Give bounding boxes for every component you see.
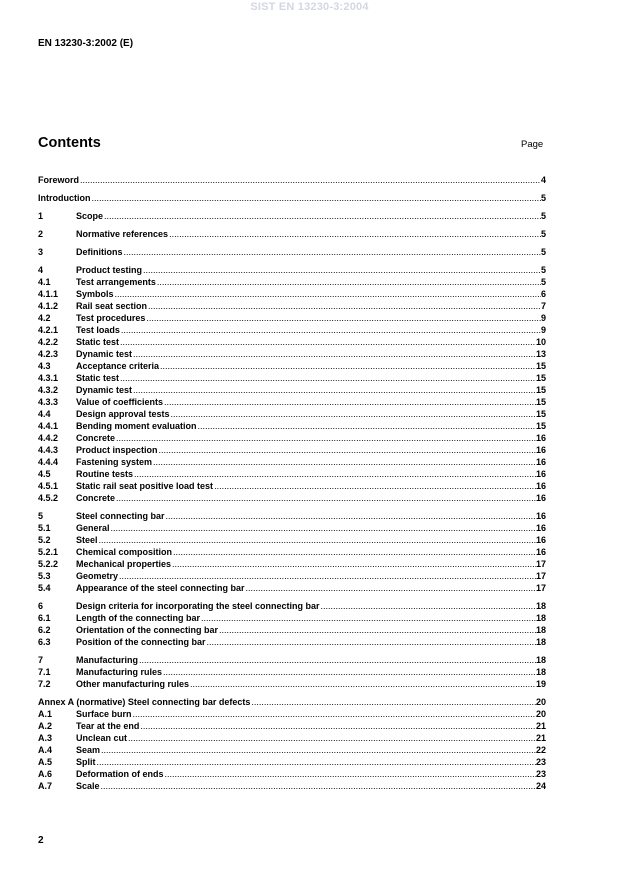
toc-entry-page: 17 <box>535 583 546 593</box>
toc-entry-number: 5.1 <box>38 523 51 533</box>
toc-entry-title: Concrete <box>76 493 116 503</box>
toc-dot-leader <box>119 570 536 582</box>
toc-entry-title: Geometry <box>76 571 119 581</box>
toc-entry-page: 16 <box>535 511 546 521</box>
toc-entry-title: Static rail seat positive load test <box>76 481 214 491</box>
toc-entry-title: Symbols <box>76 289 114 299</box>
toc-entry-number: 5.2.2 <box>38 559 59 569</box>
toc-dot-leader <box>219 624 536 636</box>
toc-entry[interactable] <box>38 780 546 792</box>
toc-entry-title: Orientation of the connecting bar <box>76 625 219 635</box>
toc-entry-page: 16 <box>535 547 546 557</box>
toc-entry-page: 6 <box>540 289 546 299</box>
toc-entry-page: 5 <box>540 247 546 257</box>
toc-entry-number: 5.4 <box>38 583 51 593</box>
toc-entry[interactable] <box>38 468 546 480</box>
toc-dot-leader <box>140 720 536 732</box>
toc-entry-title: Scope <box>76 211 104 221</box>
document-id: EN 13230-3:2002 (E) <box>38 38 134 49</box>
toc-entry-page: 16 <box>535 493 546 503</box>
toc-entry[interactable] <box>38 534 546 546</box>
toc-entry[interactable] <box>38 558 546 570</box>
toc-entry-title: Static test <box>76 373 120 383</box>
toc-entry-title: Fastening system <box>76 457 153 467</box>
toc-entry-title: Annex A (normative) Steel connecting bar defects <box>38 697 251 707</box>
toc-entry-number: 6.1 <box>38 613 51 623</box>
toc-entry-page: 19 <box>535 679 546 689</box>
page-column-label: Page <box>521 139 544 150</box>
toc-entry-page: 7 <box>540 301 546 311</box>
toc-entry-page: 16 <box>535 523 546 533</box>
toc-dot-leader <box>133 348 536 360</box>
toc-entry-page: 18 <box>535 637 546 647</box>
toc-entry-number: 6 <box>38 601 44 611</box>
toc-entry-number: 4.5.1 <box>38 481 59 491</box>
toc-dot-leader <box>116 432 536 444</box>
toc-entry-page: 16 <box>535 457 546 467</box>
toc-entry[interactable] <box>38 396 546 408</box>
toc-entry[interactable] <box>38 210 546 222</box>
toc-entry[interactable] <box>38 432 546 444</box>
toc-entry-title: Mechanical properties <box>76 559 172 569</box>
toc-entry[interactable] <box>38 708 546 720</box>
toc-dot-leader <box>251 696 536 708</box>
toc-entry-page: 18 <box>535 655 546 665</box>
toc-dot-leader <box>120 372 536 384</box>
toc-dot-leader <box>160 360 536 372</box>
toc-dot-leader <box>246 582 536 594</box>
toc-dot-leader <box>139 654 536 666</box>
toc-entry-number: 4 <box>38 265 44 275</box>
toc-dot-leader <box>159 444 536 456</box>
toc-dot-leader <box>101 744 536 756</box>
toc-dot-leader <box>120 336 536 348</box>
toc-entry[interactable] <box>38 360 546 372</box>
toc-entry-title: Normative references <box>76 229 169 239</box>
toc-entry-number: 6.3 <box>38 637 51 647</box>
toc-entry-page: 15 <box>535 385 546 395</box>
toc-dot-leader <box>104 210 541 222</box>
toc-entry-page: 16 <box>535 433 546 443</box>
toc-entry[interactable] <box>38 264 546 276</box>
toc-entry-number: 4.5.2 <box>38 493 59 503</box>
toc-entry-number: 1 <box>38 211 44 221</box>
toc-entry[interactable] <box>38 570 546 582</box>
toc-entry-title: Concrete <box>76 433 116 443</box>
toc-entry-page: 17 <box>535 571 546 581</box>
toc-entry[interactable] <box>38 336 546 348</box>
toc-entry-title: Split <box>76 757 96 767</box>
toc-entry-page: 20 <box>535 697 546 707</box>
toc-entry-title: Test loads <box>76 325 120 335</box>
toc-entry[interactable] <box>38 492 546 504</box>
toc-entry[interactable] <box>38 288 546 300</box>
toc-dot-leader <box>171 408 536 420</box>
toc-entry[interactable] <box>38 600 546 612</box>
toc-entry[interactable] <box>38 384 546 396</box>
toc-entry[interactable] <box>38 420 546 432</box>
toc-dot-leader <box>321 600 536 612</box>
toc-entry-title: Seam <box>76 745 101 755</box>
toc-entry-number: 4.3.2 <box>38 385 59 395</box>
toc-dot-leader <box>214 480 536 492</box>
toc-entry[interactable] <box>38 720 546 732</box>
toc-dot-leader <box>121 324 541 336</box>
toc-entry-page: 21 <box>535 733 546 743</box>
toc-entry[interactable] <box>38 510 546 522</box>
toc-entry[interactable] <box>38 522 546 534</box>
toc-dot-leader <box>153 456 536 468</box>
toc-entry-page: 20 <box>535 709 546 719</box>
toc-dot-leader <box>173 546 536 558</box>
toc-entry-page: 13 <box>535 349 546 359</box>
toc-entry-number: A.4 <box>38 745 53 755</box>
toc-entry-number: 4.3 <box>38 361 51 371</box>
toc-entry-number: 4.4.3 <box>38 445 59 455</box>
toc-entry-number: 4.3.3 <box>38 397 59 407</box>
toc-entry[interactable] <box>38 546 546 558</box>
toc-entry-title: Deformation of ends <box>76 769 164 779</box>
toc-entry-title: Unclean cut <box>76 733 128 743</box>
toc-entry-page: 9 <box>540 313 546 323</box>
toc-entry-title: Design criteria for incorporating the steel connecting bar <box>76 601 320 611</box>
toc-dot-leader <box>134 468 536 480</box>
toc-dot-leader <box>157 276 541 288</box>
toc-dot-leader <box>163 666 536 678</box>
toc-entry[interactable] <box>38 408 546 420</box>
toc-entry[interactable] <box>38 678 546 690</box>
toc-entry-number: 4.2 <box>38 313 51 323</box>
toc-dot-leader <box>148 300 541 312</box>
toc-entry-number: 7.1 <box>38 667 51 677</box>
toc-dot-leader <box>116 492 536 504</box>
toc-dot-leader <box>115 288 541 300</box>
toc-entry-number: 4.3.1 <box>38 373 59 383</box>
toc-entry-page: 18 <box>535 601 546 611</box>
toc-entry-page: 5 <box>540 229 546 239</box>
toc-dot-leader <box>111 522 536 534</box>
toc-entry-number: 4.2.3 <box>38 349 59 359</box>
toc-entry-page: 21 <box>535 721 546 731</box>
toc-entry-number: 4.4.4 <box>38 457 59 467</box>
toc-dot-leader <box>101 780 536 792</box>
toc-entry[interactable] <box>38 636 546 648</box>
toc-entry-page: 5 <box>540 193 546 203</box>
toc-entry[interactable] <box>38 612 546 624</box>
toc-entry-title: Surface burn <box>76 709 132 719</box>
toc-entry-number: 4.1 <box>38 277 51 287</box>
toc-entry-title: Position of the connecting bar <box>76 637 206 647</box>
toc-entry-number: 6.2 <box>38 625 51 635</box>
toc-entry[interactable] <box>38 372 546 384</box>
toc-entry-page: 18 <box>535 667 546 677</box>
toc-entry-number: 4.4 <box>38 409 51 419</box>
toc-entry-title: Acceptance criteria <box>76 361 160 371</box>
toc-entry-page: 23 <box>535 769 546 779</box>
toc-entry[interactable] <box>38 654 546 666</box>
toc-entry-title: Other manufacturing rules <box>76 679 190 689</box>
toc-entry-number: A.5 <box>38 757 53 767</box>
page-number: 2 <box>38 835 44 846</box>
toc-entry[interactable] <box>38 696 546 708</box>
toc-dot-leader <box>190 678 536 690</box>
toc-entry-page: 5 <box>540 277 546 287</box>
toc-entry-page: 17 <box>535 559 546 569</box>
toc-entry[interactable] <box>38 582 546 594</box>
toc-dot-leader <box>97 756 536 768</box>
toc-entry-page: 15 <box>535 361 546 371</box>
toc-entry-page: 16 <box>535 481 546 491</box>
toc-entry-number: 5.2 <box>38 535 51 545</box>
toc-entry-title: Steel connecting bar <box>76 511 165 521</box>
toc-entry-number: 3 <box>38 247 44 257</box>
contents-title: Contents <box>38 135 101 151</box>
toc-entry[interactable] <box>38 246 546 258</box>
toc-entry-page: 23 <box>535 757 546 767</box>
toc-entry-title: Rail seat section <box>76 301 148 311</box>
toc-entry-title: Test procedures <box>76 313 146 323</box>
toc-entry-number: A.3 <box>38 733 53 743</box>
toc-entry-title: Product inspection <box>76 445 158 455</box>
toc-entry-number: 2 <box>38 229 44 239</box>
toc-dot-leader <box>143 264 541 276</box>
toc-entry-title: Static test <box>76 337 120 347</box>
toc-entry[interactable] <box>38 312 546 324</box>
toc-entry-title: Manufacturing <box>76 655 138 665</box>
toc-dot-leader <box>166 510 536 522</box>
toc-entry[interactable] <box>38 300 546 312</box>
toc-entry-page: 18 <box>535 625 546 635</box>
toc-entry-number: 7 <box>38 655 44 665</box>
toc-entry[interactable] <box>38 444 546 456</box>
toc-entry-page: 16 <box>535 469 546 479</box>
toc-entry-title: Test arrangements <box>76 277 156 287</box>
toc-dot-leader <box>92 192 541 204</box>
toc-entry-title: Foreword <box>38 175 80 185</box>
toc-dot-leader <box>172 558 536 570</box>
toc-entry-title: Length of the connecting bar <box>76 613 200 623</box>
toc-entry[interactable] <box>38 228 546 240</box>
toc-entry[interactable] <box>38 324 546 336</box>
toc-dot-leader <box>99 534 536 546</box>
toc-entry[interactable] <box>38 768 546 780</box>
toc-entry-title: Steel <box>76 535 98 545</box>
toc-entry-title: Product testing <box>76 265 143 275</box>
table-of-contents <box>38 174 546 792</box>
toc-dot-leader <box>207 636 536 648</box>
toc-entry-title: Bending moment evaluation <box>76 421 197 431</box>
toc-entry-page: 4 <box>540 175 546 185</box>
toc-entry[interactable] <box>38 624 546 636</box>
toc-entry-title: Design approval tests <box>76 409 170 419</box>
toc-entry-title: Manufacturing rules <box>76 667 163 677</box>
toc-entry-title: Scale <box>76 781 100 791</box>
toc-entry-number: A.1 <box>38 709 53 719</box>
toc-entry-title: Routine tests <box>76 469 134 479</box>
toc-entry-title: Appearance of the steel connecting bar <box>76 583 245 593</box>
toc-entry-page: 9 <box>540 325 546 335</box>
toc-entry-page: 22 <box>535 745 546 755</box>
toc-entry[interactable] <box>38 732 546 744</box>
toc-entry-number: A.6 <box>38 769 53 779</box>
toc-entry[interactable] <box>38 756 546 768</box>
toc-entry[interactable] <box>38 666 546 678</box>
toc-entry[interactable] <box>38 348 546 360</box>
toc-dot-leader <box>169 228 541 240</box>
toc-dot-leader <box>146 312 541 324</box>
toc-entry-number: 4.1.2 <box>38 301 59 311</box>
toc-dot-leader <box>80 174 541 186</box>
toc-entry-page: 5 <box>540 265 546 275</box>
toc-entry-number: 5.3 <box>38 571 51 581</box>
toc-entry-page: 16 <box>535 445 546 455</box>
toc-dot-leader <box>124 246 541 258</box>
toc-dot-leader <box>165 768 536 780</box>
toc-dot-leader <box>201 612 536 624</box>
toc-entry-number: 4.2.1 <box>38 325 59 335</box>
toc-entry-number: A.7 <box>38 781 53 791</box>
watermark-text: SIST EN 13230-3:2004 <box>250 1 369 13</box>
toc-dot-leader <box>198 420 536 432</box>
toc-entry[interactable] <box>38 744 546 756</box>
toc-entry-page: 10 <box>535 337 546 347</box>
toc-entry-title: General <box>76 523 110 533</box>
toc-entry-page: 18 <box>535 613 546 623</box>
toc-entry-number: 4.4.2 <box>38 433 59 443</box>
toc-entry[interactable] <box>38 192 546 204</box>
toc-entry-title: Chemical composition <box>76 547 173 557</box>
toc-entry-number: 4.5 <box>38 469 51 479</box>
toc-entry-number: A.2 <box>38 721 53 731</box>
toc-dot-leader <box>133 708 536 720</box>
toc-dot-leader <box>133 384 536 396</box>
toc-entry-number: 5 <box>38 511 44 521</box>
toc-entry-number: 7.2 <box>38 679 51 689</box>
toc-entry-page: 15 <box>535 409 546 419</box>
toc-entry[interactable] <box>38 276 546 288</box>
toc-entry-page: 24 <box>535 781 546 791</box>
toc-entry-number: 5.2.1 <box>38 547 59 557</box>
toc-entry-number: 4.1.1 <box>38 289 59 299</box>
toc-entry[interactable] <box>38 456 546 468</box>
toc-entry-title: Definitions <box>76 247 123 257</box>
toc-entry[interactable] <box>38 480 546 492</box>
toc-entry-title: Dynamic test <box>76 349 133 359</box>
toc-dot-leader <box>164 396 536 408</box>
toc-entry-number: 4.4.1 <box>38 421 59 431</box>
toc-entry-title: Introduction <box>38 193 91 203</box>
toc-entry-title: Tear at the end <box>76 721 140 731</box>
toc-entry-page: 15 <box>535 397 546 407</box>
toc-entry-page: 16 <box>535 535 546 545</box>
toc-entry-title: Value of coefficients <box>76 397 164 407</box>
toc-entry-number: 4.2.2 <box>38 337 59 347</box>
toc-entry-page: 15 <box>535 421 546 431</box>
toc-entry[interactable] <box>38 174 546 186</box>
toc-entry-title: Dynamic test <box>76 385 133 395</box>
toc-dot-leader <box>128 732 536 744</box>
toc-entry-page: 15 <box>535 373 546 383</box>
toc-entry-page: 5 <box>540 211 546 221</box>
